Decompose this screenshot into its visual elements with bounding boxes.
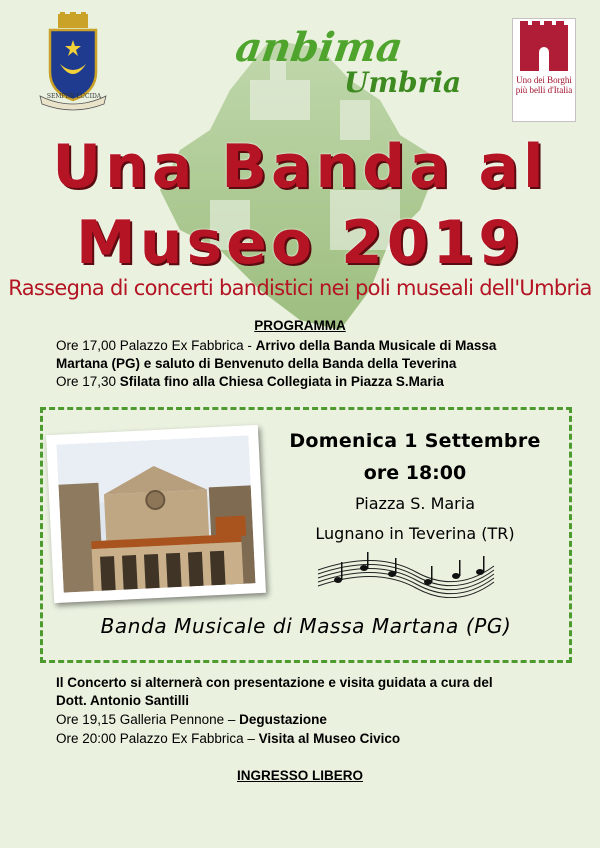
after-line: Il Concerto si alternerà con presentazione e visita guidata a cura del <box>56 675 493 690</box>
title-line-1: Una Banda al <box>52 132 548 202</box>
programma-heading: PROGRAMMA <box>254 318 346 333</box>
event-date: Domenica 1 Settembre <box>289 430 541 452</box>
borghi-label: Uno dei Borghi più belli d'Italia <box>515 75 573 95</box>
event-city: Lugnano in Teverina (TR) <box>315 524 515 543</box>
after-line: Ore 20:00 Palazzo Ex Fabbrica – Visita al Museo Civico <box>56 731 401 746</box>
programma-line: Martana (PG) e saluto di Benvenuto della Banda della Teverina <box>56 356 457 371</box>
brand-logo-anbima: anbima <box>232 24 406 71</box>
event-place: Piazza S. Maria <box>355 494 475 513</box>
borghi-badge <box>512 18 576 122</box>
event-time: ore 18:00 <box>363 462 467 484</box>
coat-motto: SEMPER LUCIDA <box>46 93 102 100</box>
band-name: Banda Musicale di Massa Martana (PG) <box>100 614 512 638</box>
programma-line: Ore 17,00 Palazzo Ex Fabbrica - Arrivo della Banda Musicale di Massa <box>56 338 497 353</box>
after-line: Ore 19,15 Galleria Pennone – Degustazione <box>56 712 327 727</box>
brand-logo-umbria: Umbria <box>344 66 462 99</box>
programma-line: Ore 17,30 Sfilata fino alla Chiesa Collegiata in Piazza S.Maria <box>56 374 444 389</box>
tower-icon <box>520 25 568 71</box>
subtitle: Rassegna di concerti bandistici nei poli museali dell'Umbria <box>8 276 592 300</box>
church-photo <box>46 425 266 603</box>
music-notes-icon <box>316 548 496 598</box>
free-entry-label: INGRESSO LIBERO <box>236 768 363 783</box>
after-line: Dott. Antonio Santilli <box>56 693 189 708</box>
title-line-2: Museo 2019 <box>76 208 524 278</box>
